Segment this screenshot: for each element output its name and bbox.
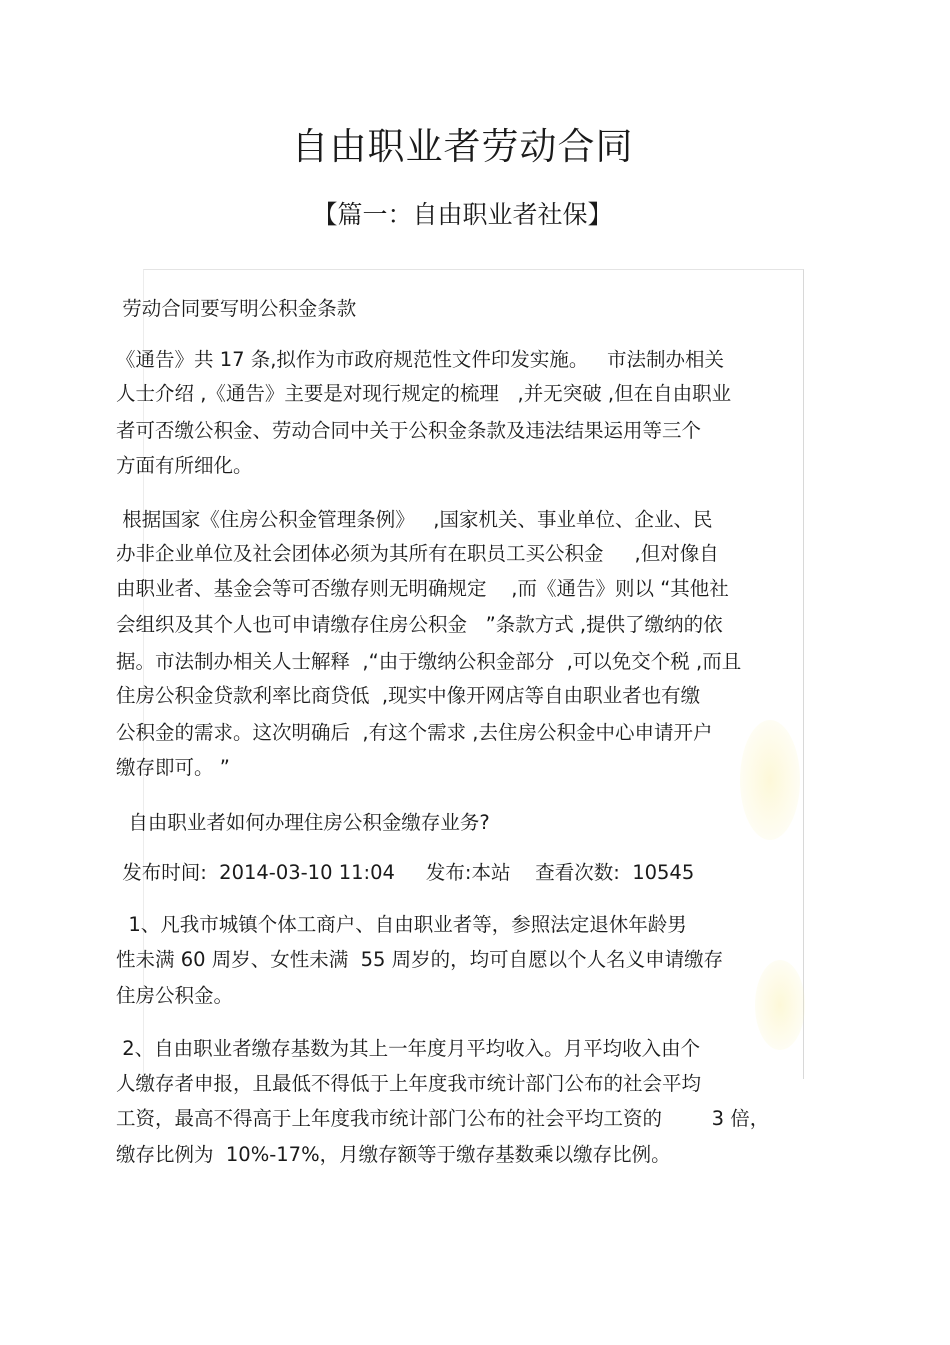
paragraph-line: 2、自由职业者缴存基数为其上一年度月平均收入。月平均收入由个: [116, 1037, 701, 1060]
section-heading: 自由职业者如何办理住房公积金缴存业务?: [116, 811, 490, 834]
scan-smudge: [755, 960, 805, 1050]
section-heading: 劳动合同要写明公积金条款: [116, 297, 357, 320]
paragraph-line: 根据国家《住房公积金管理条例》 ,国家机关、事业单位、企业、民: [116, 508, 713, 531]
paragraph-line: 者可否缴公积金、劳动合同中关于公积金条款及违法结果运用等三个: [116, 419, 702, 442]
paragraph-line: 住房公积金贷款利率比商贷低 ,现实中像开网店等自由职业者也有缴: [116, 684, 701, 707]
paragraph-line: 缴存即可。 ”: [116, 756, 230, 779]
document-subtitle: 【篇一：自由职业者社保】: [312, 200, 613, 229]
scan-smudge: [740, 720, 800, 840]
paragraph-line: 《通告》共 17 条,拟作为市政府规范性文件印发实施。 市法制办相关: [116, 348, 725, 371]
paragraph-line: 工资，最高不得高于上年度我市统计部门公布的社会平均工资的 3 倍，: [116, 1107, 770, 1130]
paragraph-line: 住房公积金。: [116, 984, 234, 1007]
paragraph-line: 会组织及其个人也可申请缴存住房公积金 ”条款方式 ,提供了缴纳的依: [116, 613, 723, 636]
paragraph-line: 公积金的需求。这次明确后 ,有这个需求 ,去住房公积金中心申请开户: [116, 721, 713, 744]
paragraph-line: 人士介绍 ,《通告》主要是对现行规定的梳理 ,并无突破 ,但在自由职业: [116, 382, 732, 405]
paragraph-line: 方面有所细化。: [116, 454, 253, 477]
paragraph-line: 人缴存者申报，且最低不得低于上年度我市统计部门公布的社会平均: [116, 1072, 702, 1095]
paragraph-line: 性未满 60 周岁、女性未满 55 周岁的，均可自愿以个人名义申请缴存: [116, 948, 724, 971]
paragraph-line: 缴存比例为 10%-17%，月缴存额等于缴存基数乘以缴存比例。: [116, 1143, 671, 1166]
paragraph-line: 1、凡我市城镇个体工商户、自由职业者等，参照法定退休年龄男: [116, 913, 687, 936]
article-meta: 发布时间: 2014-03-10 11:04 发布:本站 查看次数: 10545: [116, 861, 695, 884]
paragraph-line: 据。市法制办相关人士解释 ,“由于缴纳公积金部分 ,可以免交个税 ,而且: [116, 650, 742, 673]
document-title: 自由职业者劳动合同: [291, 125, 634, 168]
paragraph-line: 由职业者、基金会等可否缴存则无明确规定 ,而《通告》则以 “其他社: [116, 577, 729, 600]
paragraph-line: 办非企业单位及社会团体必须为其所有在职员工买公积金 ,但对像自: [116, 542, 719, 565]
